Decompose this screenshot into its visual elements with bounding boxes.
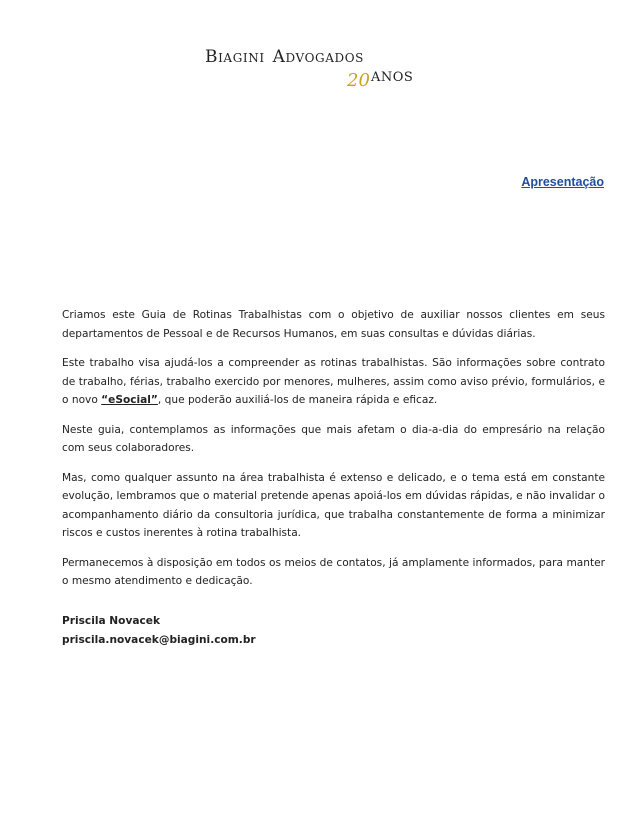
logo-years bbox=[345, 67, 435, 91]
signature-block bbox=[62, 612, 256, 649]
body-text bbox=[62, 306, 605, 602]
esocial-highlight: “eSocial” bbox=[101, 394, 158, 406]
paragraph-5: Permanecemos à disposição em todos os meios de contatos, já amplamente informados, para manter o mesmo atendimento e dedicação. bbox=[62, 556, 605, 587]
firm-logo bbox=[205, 45, 445, 95]
logo-name-advogados: Advogados bbox=[272, 47, 364, 67]
paragraph-1: Criamos este Guia de Rotinas Trabalhistas com o objetivo de auxiliar nossos clientes em seus departamentos de Pessoal e de Recursos Humanos, em suas consultas e dúvidas diárias. bbox=[62, 309, 605, 340]
paragraph-2-after: , que poderão auxiliá-los de maneira rápida e eficaz. bbox=[157, 394, 438, 406]
signature-email[interactable]: priscila.novacek@biagini.com.br bbox=[62, 633, 256, 646]
paragraph-2 bbox=[62, 354, 605, 410]
paragraph-3: Neste guia, contemplamos as informações que mais afetam o dia-a-dia do empresário na relação com seus colaboradores. bbox=[62, 423, 605, 454]
paragraph-2-before: Este trabalho visa ajudá-los a compreender as rotinas trabalhistas. São informações sobre contrato de trabalho, férias, trabalho exercido por menores, mulheres, assim como aviso prévio, formulários, e o novo bbox=[62, 357, 605, 406]
paragraph-4: Mas, como qualquer assunto na área trabalhista é extenso e delicado, e o tema está em constante evolução, lembramos que o material pretende apenas apoiá-los em dúvidas rápidas, e não invalidar o acompanhamento diário da consultoria jurídica, que trabalha constantemente de forma a minimizar riscos e custos inerentes à rotina trabalhista. bbox=[62, 471, 605, 539]
svg-text:20: 20 bbox=[347, 70, 370, 91]
signature-name: Priscila Novacek bbox=[62, 615, 161, 627]
logo-firm-name bbox=[205, 45, 364, 69]
logo-name-biagini: Biagini bbox=[205, 47, 265, 67]
logo-years-word: ANOS bbox=[371, 70, 414, 85]
section-title: Apresentação bbox=[521, 175, 604, 189]
